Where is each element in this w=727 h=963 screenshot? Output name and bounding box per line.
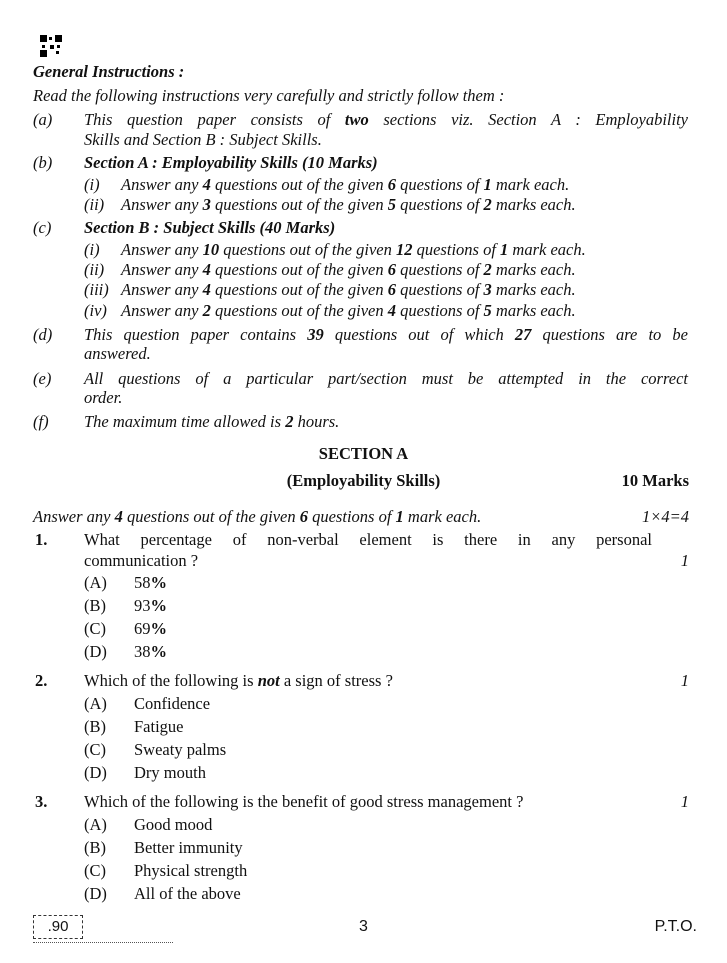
instr-b-label: (b) [33, 153, 53, 172]
page-number: 3 [359, 918, 368, 935]
question-text: What percentage of non-verbal element is there in any personal [84, 530, 652, 549]
instr-e-line2: order. [84, 388, 123, 407]
section-subtitle: (Employability Skills) [286, 471, 441, 490]
instr-c-iii-text: Answer any 4 questions out of the given 6 questions of 3 marks each. [121, 280, 576, 299]
question-text-cont: communication ? [84, 551, 199, 570]
question-number: 1. [35, 530, 48, 549]
instr-c-i-label: (i) [84, 240, 100, 259]
section-title: SECTION A [318, 444, 409, 463]
option-text: Confidence [134, 694, 211, 713]
instr-b-ii-text: Answer any 3 questions out of the given 5 questions of 2 marks each. [121, 195, 576, 214]
instr-e-line1: All questions of a particular part/section must be attempted in the correct [84, 369, 688, 388]
option-label: (B) [84, 838, 106, 857]
option-label: (B) [84, 717, 106, 736]
instr-c-ii-text: Answer any 4 questions out of the given 6 questions of 2 marks each. [121, 260, 576, 279]
instr-c-ii-label: (ii) [84, 260, 105, 279]
instr-b-ii-label: (ii) [84, 195, 105, 214]
option-label: (C) [84, 861, 106, 880]
instr-a-line2: Skills and Section B : Subject Skills. [84, 130, 322, 149]
option-text: 93% [134, 596, 167, 615]
question-number: 3. [35, 792, 48, 811]
question-marks: 1 [680, 551, 689, 570]
question-marks: 1 [680, 671, 689, 690]
question-text: Which of the following is the benefit of good stress management ? [84, 792, 524, 811]
instr-b-i-text: Answer any 4 questions out of the given 6 questions of 1 mark each. [121, 175, 570, 194]
option-label: (A) [84, 815, 107, 834]
instr-b-i-label: (i) [84, 175, 100, 194]
option-text: Good mood [134, 815, 213, 834]
marks-scheme: 1×4=4 [641, 507, 689, 526]
option-text: Fatigue [134, 717, 184, 736]
instr-d-line2: answered. [84, 344, 151, 363]
instr-d-line1: This question paper contains 39 questions out of which 27 questions are to be [84, 325, 688, 344]
option-text: Sweaty palms [134, 740, 227, 759]
question-marks: 1 [680, 792, 689, 811]
option-label: (A) [84, 694, 107, 713]
instr-c-title: Section B : Subject Skills (40 Marks) [84, 218, 336, 237]
option-text: Physical strength [134, 861, 248, 880]
instr-d-label: (d) [33, 325, 53, 344]
option-text: All of the above [134, 884, 241, 903]
option-label: (C) [84, 619, 106, 638]
qr-code-icon [40, 35, 62, 57]
option-text: 69% [134, 619, 167, 638]
instr-a-label: (a) [33, 110, 53, 129]
option-label: (C) [84, 740, 106, 759]
option-text: Dry mouth [134, 763, 206, 782]
instr-b-title: Section A : Employability Skills (10 Marks) [84, 153, 378, 172]
question-text: Which of the following is not a sign of stress ? [84, 671, 393, 690]
instr-c-iv-label: (iv) [84, 301, 107, 320]
instr-f-text: The maximum time allowed is 2 hours. [84, 412, 340, 431]
option-label: (A) [84, 573, 107, 592]
option-text: 38% [134, 642, 167, 661]
option-text: 58% [134, 573, 167, 592]
instr-c-iii-label: (iii) [84, 280, 109, 299]
instr-c-iv-text: Answer any 2 questions out of the given 4 questions of 5 marks each. [121, 301, 576, 320]
option-label: (D) [84, 763, 107, 782]
option-label: (D) [84, 884, 107, 903]
instr-c-label: (c) [33, 218, 52, 237]
footer-rule [33, 942, 173, 943]
instructions-heading: General Instructions : [33, 62, 185, 81]
instr-f-label: (f) [33, 412, 49, 431]
instr-e-label: (e) [33, 369, 52, 388]
section-instruction: Answer any 4 questions out of the given 6 questions of 1 mark each. [33, 507, 482, 526]
instr-a-line1: This question paper consists of two sections viz. Section A : Employability [84, 110, 688, 129]
question-number: 2. [35, 671, 48, 690]
option-label: (B) [84, 596, 106, 615]
option-label: (D) [84, 642, 107, 661]
section-marks: 10 Marks [621, 471, 689, 490]
instructions-intro: Read the following instructions very carefully and strictly follow them : [33, 86, 505, 105]
paper-code: .90 [33, 915, 83, 939]
instr-c-i-text: Answer any 10 questions out of the given 12 questions of 1 mark each. [121, 240, 586, 259]
option-text: Better immunity [134, 838, 243, 857]
pto-label: P.T.O. [654, 918, 697, 935]
